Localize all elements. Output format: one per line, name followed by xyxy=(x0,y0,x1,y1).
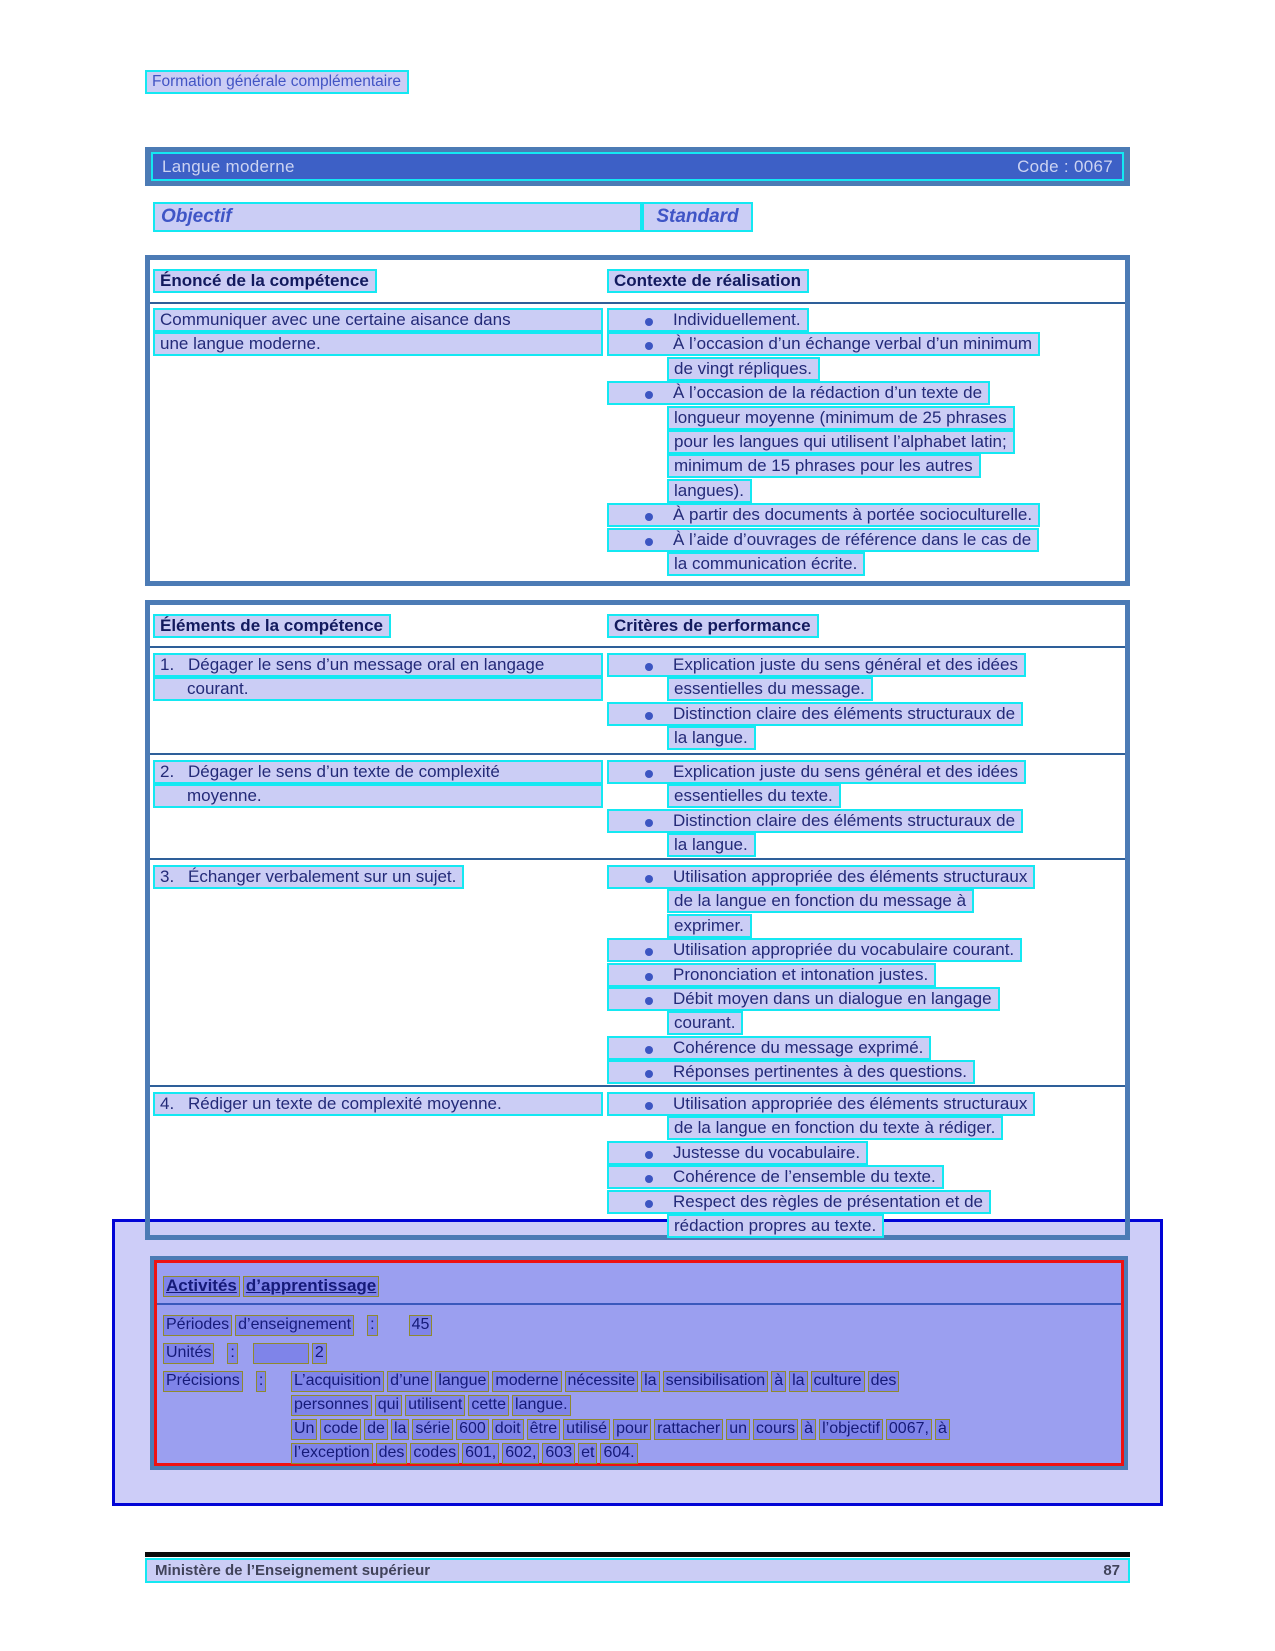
word-highlight: la xyxy=(391,1419,409,1440)
word-highlight: pour xyxy=(613,1419,651,1440)
table-row xyxy=(150,648,1125,753)
word-highlight: et xyxy=(578,1443,597,1464)
word-highlight: cette xyxy=(468,1395,509,1416)
criteria-line: essentielles du texte. xyxy=(667,784,841,808)
bullet-dot xyxy=(645,663,653,671)
table1-col-header-left: Énoncé de la compétence xyxy=(153,269,377,293)
criteria-bullet-line: Utilisation appropriée des éléments structuraux xyxy=(607,865,1035,889)
word-highlight: 0067, xyxy=(886,1419,932,1440)
bullet-dot xyxy=(645,997,653,1005)
word-highlight: codes xyxy=(410,1443,459,1464)
bullet-dot xyxy=(645,819,653,827)
precisions-label xyxy=(163,1371,246,1388)
competence-statement-line: Communiquer avec une certaine aisance dans xyxy=(153,308,603,332)
units-value: 2 xyxy=(312,1343,327,1364)
word-highlight: code xyxy=(320,1419,361,1440)
criteria-bullet-line: Explication juste du sens général et des idées xyxy=(607,760,1026,784)
empty-highlight-box xyxy=(253,1343,309,1364)
context-bullet-line: À l’occasion d’un échange verbal d’un minimum xyxy=(607,332,1040,356)
competence-statement-line: une langue moderne. xyxy=(153,332,603,356)
element-line: 2. Dégager le sens d’un texte de complexité xyxy=(153,760,603,784)
bullet-dot xyxy=(645,1046,653,1054)
context-line: de vingt répliques. xyxy=(667,357,820,381)
word-highlight: Unités xyxy=(163,1343,214,1364)
units-label xyxy=(163,1343,217,1360)
word-highlight: d’une xyxy=(387,1371,432,1392)
criteria-bullet-line: Justesse du vocabulaire. xyxy=(607,1141,868,1165)
table1-col-header-right: Contexte de réalisation xyxy=(607,269,809,293)
element-cell xyxy=(153,760,603,809)
table2-col-header-left: Éléments de la compétence xyxy=(153,614,391,638)
context-bullet-line: À l’occasion de la rédaction d’un texte de xyxy=(607,381,990,405)
periods-row xyxy=(163,1315,435,1336)
criteria-cell xyxy=(607,653,1117,751)
objectif-heading xyxy=(153,202,642,232)
activities-divider xyxy=(157,1303,1121,1305)
activities-panel xyxy=(150,1256,1128,1470)
table2-header-row xyxy=(150,605,1125,648)
criteria-cell xyxy=(607,760,1117,858)
criteria-line: de la langue en fonction du message à xyxy=(667,889,974,913)
word-highlight: d’apprentissage xyxy=(243,1276,379,1297)
colon: : xyxy=(227,1343,237,1364)
elements-criteres-table xyxy=(145,600,1130,1240)
bullet-dot xyxy=(645,1200,653,1208)
element-cell xyxy=(153,865,603,889)
table1-right-column xyxy=(607,308,1117,576)
colon: : xyxy=(367,1315,377,1336)
word-highlight: langue. xyxy=(512,1395,571,1416)
criteria-cell xyxy=(607,1092,1117,1238)
criteria-bullet-line: Utilisation appropriée des éléments structuraux xyxy=(607,1092,1035,1116)
criteria-line: la langue. xyxy=(667,726,756,750)
activities-title xyxy=(163,1276,382,1297)
context-line: pour les langues qui utilisent l’alphabet latin; xyxy=(667,430,1015,454)
bullet-dot xyxy=(645,1102,653,1110)
word-highlight: rattacher xyxy=(654,1419,723,1440)
word-highlight: un xyxy=(726,1419,750,1440)
word-highlight: cours xyxy=(753,1419,798,1440)
word-highlight: la xyxy=(641,1371,659,1392)
criteria-bullet-line: Distinction claire des éléments structuraux de xyxy=(607,809,1023,833)
word-highlight: à xyxy=(801,1419,816,1440)
standard-heading xyxy=(642,202,753,232)
criteria-bullet-line: Cohérence de l’ensemble du texte. xyxy=(607,1165,944,1189)
criteria-bullet-line: Explication juste du sens général et des idées xyxy=(607,653,1026,677)
bullet-dot xyxy=(645,770,653,778)
criteria-bullet-line: Respect des règles de présentation et de xyxy=(607,1190,991,1214)
criteria-line: exprimer. xyxy=(667,914,752,938)
word-highlight: à xyxy=(771,1371,786,1392)
word-highlight: culture xyxy=(811,1371,865,1392)
criteria-bullet-line: Cohérence du message exprimé. xyxy=(607,1036,931,1060)
bullet-dot xyxy=(645,973,653,981)
footer-page-number: 87 xyxy=(1103,1562,1120,1579)
word-highlight: l’exception xyxy=(291,1443,373,1464)
word-highlight: 604. xyxy=(600,1443,637,1464)
precisions-text xyxy=(291,1371,953,1467)
enonce-contexte-table xyxy=(145,255,1130,586)
word-highlight: moderne xyxy=(492,1371,561,1392)
criteria-bullet-line: Réponses pertinentes à des questions. xyxy=(607,1060,975,1084)
bullet-dot xyxy=(645,513,653,521)
word-highlight: Activités xyxy=(163,1276,240,1297)
word-highlight: nécessite xyxy=(565,1371,639,1392)
context-line: la communication écrite. xyxy=(667,552,865,576)
table-row xyxy=(150,1085,1125,1235)
criteria-line: rédaction propres au texte. xyxy=(667,1214,884,1238)
criteria-bullet-line: Distinction claire des éléments structuraux de xyxy=(607,702,1023,726)
criteria-line: courant. xyxy=(667,1011,743,1035)
element-cell xyxy=(153,653,603,702)
word-highlight: doit xyxy=(492,1419,524,1440)
word-highlight: Précisions xyxy=(163,1371,243,1392)
title-bar xyxy=(145,147,1130,186)
bullet-dot xyxy=(645,948,653,956)
word-highlight: Un xyxy=(291,1419,317,1440)
bullet-dot xyxy=(645,1070,653,1078)
criteria-bullet-line: Utilisation appropriée du vocabulaire courant. xyxy=(607,938,1022,962)
element-line: courant. xyxy=(153,677,603,701)
word-highlight: la xyxy=(789,1371,807,1392)
bullet-dot xyxy=(645,712,653,720)
word-highlight: l’objectif xyxy=(819,1419,883,1440)
table-row xyxy=(150,858,1125,1085)
word-highlight: personnes xyxy=(291,1395,372,1416)
red-annotation-frame xyxy=(154,1260,1124,1466)
context-line: minimum de 15 phrases pour les autres xyxy=(667,454,981,478)
bullet-dot xyxy=(645,1151,653,1159)
word-highlight: 601, xyxy=(462,1443,499,1464)
word-highlight: 603 xyxy=(542,1443,575,1464)
context-bullet-line: Individuellement. xyxy=(607,308,809,332)
element-cell xyxy=(153,1092,603,1116)
context-line: longueur moyenne (minimum de 25 phrases xyxy=(667,406,1015,430)
precisions-row xyxy=(163,1371,947,1461)
word-highlight: des xyxy=(376,1443,408,1464)
course-title: Langue moderne xyxy=(162,156,295,176)
bullet-dot xyxy=(645,391,653,399)
word-highlight: Périodes xyxy=(163,1315,232,1336)
word-highlight: de xyxy=(364,1419,388,1440)
criteria-line: de la langue en fonction du texte à rédiger. xyxy=(667,1116,1003,1140)
footer-ministry: Ministère de l’Enseignement supérieur xyxy=(155,1562,431,1579)
units-row xyxy=(163,1343,330,1364)
table1-header-row xyxy=(150,260,1125,304)
bullet-dot xyxy=(645,342,653,350)
table-row xyxy=(150,753,1125,858)
bullet-dot xyxy=(645,1175,653,1183)
bullet-dot xyxy=(645,538,653,546)
precisions-line xyxy=(291,1371,953,1395)
word-highlight: série xyxy=(412,1419,453,1440)
footer-bar xyxy=(145,1558,1130,1583)
word-highlight: sensibilisation xyxy=(663,1371,769,1392)
word-highlight: L’acquisition xyxy=(291,1371,384,1392)
title-bar-highlight xyxy=(151,152,1124,181)
colon: : xyxy=(256,1371,266,1392)
criteria-line: essentielles du message. xyxy=(667,677,873,701)
word-highlight: être xyxy=(527,1419,561,1440)
bullet-dot xyxy=(645,875,653,883)
word-highlight: utilisé xyxy=(563,1419,610,1440)
precisions-line xyxy=(291,1419,953,1443)
criteria-bullet-line: Prononciation et intonation justes. xyxy=(607,963,936,987)
criteria-line: la langue. xyxy=(667,833,756,857)
word-highlight: d’enseignement xyxy=(235,1315,354,1336)
table1-left-column xyxy=(153,308,603,357)
criteria-bullet-line: Débit moyen dans un dialogue en langage xyxy=(607,987,1000,1011)
word-highlight: qui xyxy=(375,1395,402,1416)
objectif-label: Objectif xyxy=(161,206,232,227)
context-bullet-line: À partir des documents à portée socioculturelle. xyxy=(607,503,1040,527)
context-bullet-line: À l’aide d’ouvrages de référence dans le cas de xyxy=(607,528,1039,552)
word-highlight: 600 xyxy=(456,1419,489,1440)
periods-value: 45 xyxy=(409,1315,433,1336)
page-top-label: Formation générale complémentaire xyxy=(145,70,409,94)
element-line: 3. Échanger verbalement sur un sujet. xyxy=(153,865,464,889)
element-line: moyenne. xyxy=(153,784,603,808)
word-highlight: utilisent xyxy=(405,1395,465,1416)
word-highlight: langue xyxy=(435,1371,489,1392)
standard-label: Standard xyxy=(656,206,739,227)
periods-label xyxy=(163,1315,357,1332)
element-line: 1. Dégager le sens d’un message oral en langage xyxy=(153,653,603,677)
course-code: Code : 0067 xyxy=(1017,156,1113,176)
precisions-line xyxy=(291,1395,953,1419)
word-highlight: à xyxy=(935,1419,950,1440)
criteria-cell xyxy=(607,865,1117,1085)
bullet-dot xyxy=(645,318,653,326)
footer-rule xyxy=(145,1552,1130,1557)
context-line: langues). xyxy=(667,479,752,503)
precisions-line xyxy=(291,1443,953,1467)
element-line: 4. Rédiger un texte de complexité moyenne. xyxy=(153,1092,603,1116)
word-highlight: des xyxy=(868,1371,900,1392)
table2-col-header-right: Critères de performance xyxy=(607,614,819,638)
word-highlight: 602, xyxy=(502,1443,539,1464)
